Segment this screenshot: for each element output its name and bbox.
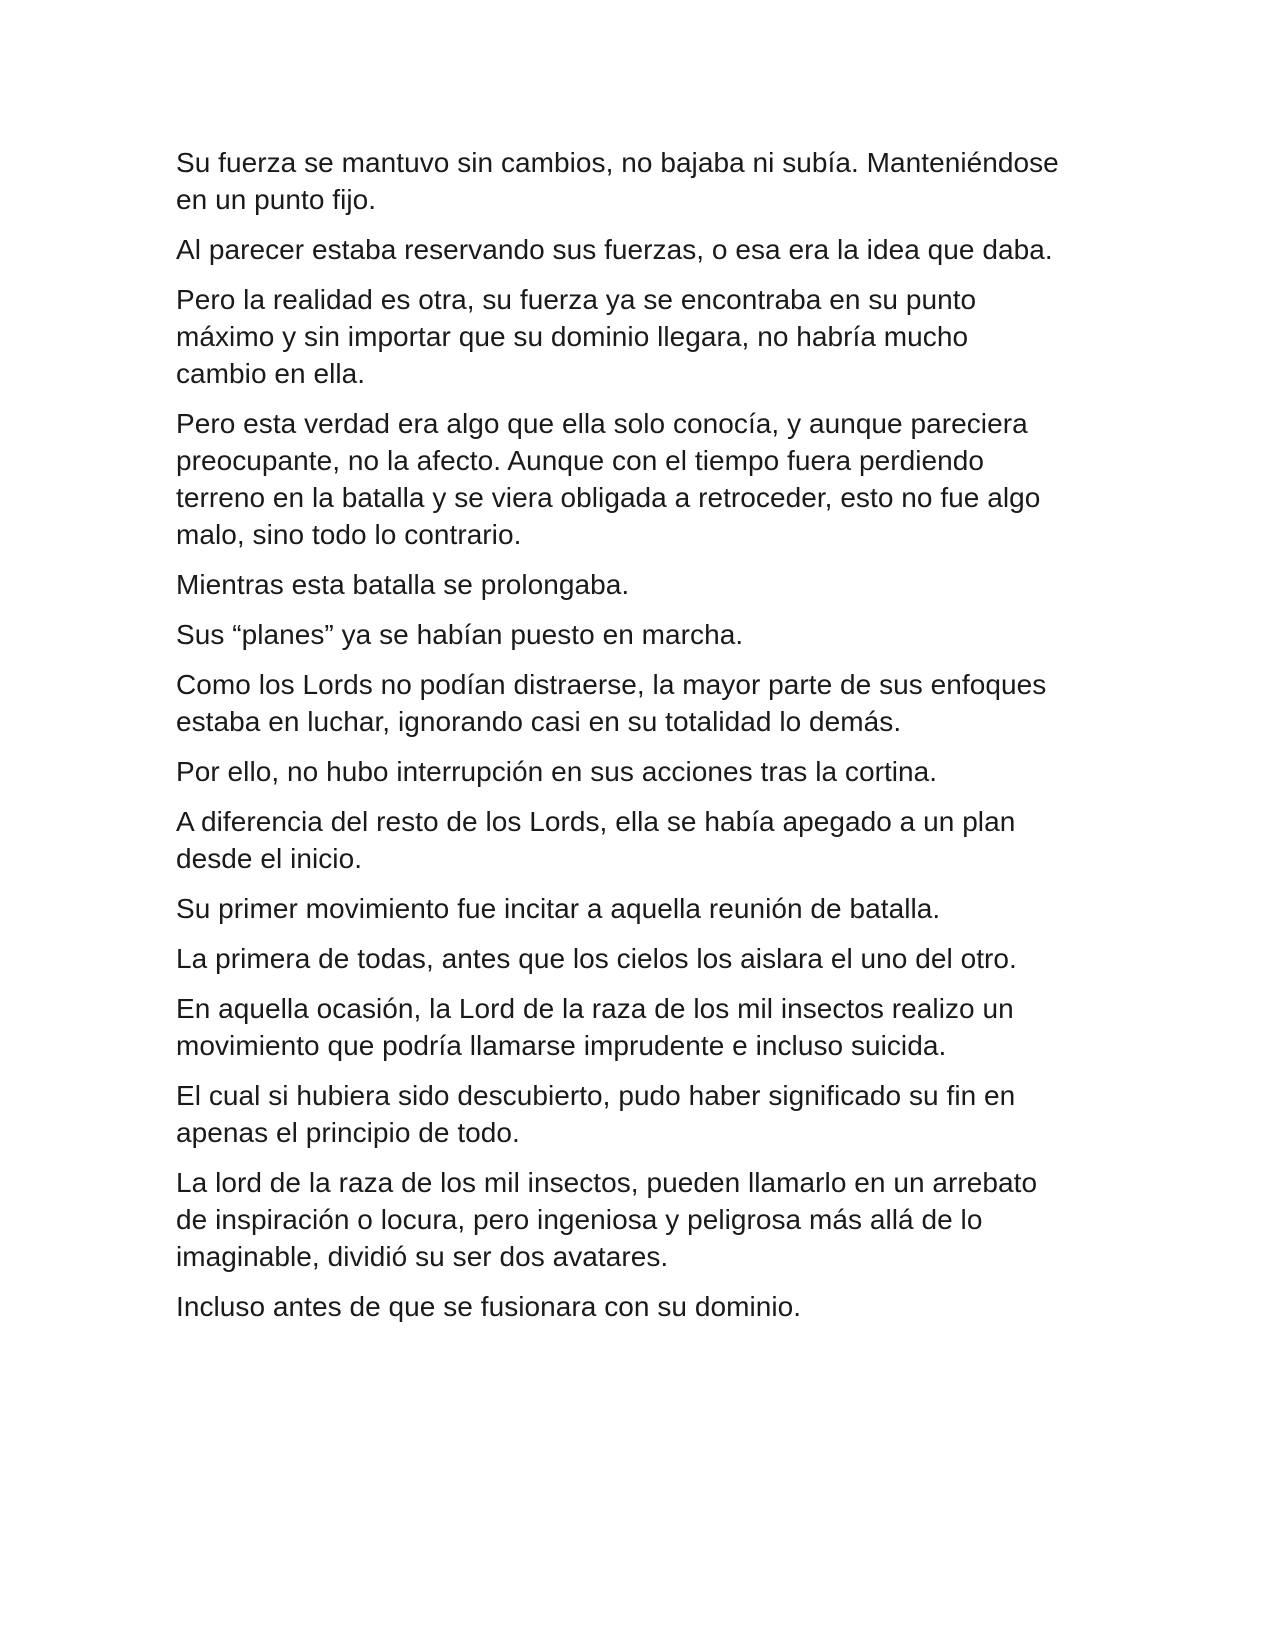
- paragraph-8: Por ello, no hubo interrupción en sus acciones tras la cortina.: [176, 756, 938, 787]
- paragraph-13: El cual si hubiera sido descubierto, pudo haber significado su fin en apenas el principio de todo.: [176, 1080, 1016, 1148]
- paragraph-9: A diferencia del resto de los Lords, ella se había apegado a un plan desde el inicio.: [176, 806, 1016, 874]
- paragraph-3: Pero la realidad es otra, su fuerza ya se encontraba en su punto máximo y sin importar que su dominio llegara, no habría mucho cambio en ella.: [176, 284, 977, 389]
- paragraph-14: La lord de la raza de los mil insectos, pueden llamarlo en un arrebato de inspiración o locura, pero ingeniosa y peligrosa más allá de lo imaginable, dividió su ser dos avatares.: [176, 1167, 1038, 1272]
- paragraph-2: Al parecer estaba reservando sus fuerzas, o esa era la idea que daba.: [176, 234, 1053, 265]
- paragraph-4: Pero esta verdad era algo que ella solo conocía, y aunque pareciera preocupante, no la afecto. Aunque con el tiempo fuera perdiendo terreno en la batalla y se viera obligada a retroceder, esto no fue algo malo, sino todo lo contrario.: [176, 408, 1041, 550]
- paragraph-15: Incluso antes de que se fusionara con su dominio.: [176, 1291, 802, 1322]
- paragraph-12: En aquella ocasión, la Lord de la raza de los mil insectos realizo un movimiento que podría llamarse imprudente e incluso suicida.: [176, 993, 1014, 1061]
- paragraph-10: Su primer movimiento fue incitar a aquella reunión de batalla.: [176, 893, 941, 924]
- paragraph-5: Mientras esta batalla se prolongaba.: [176, 569, 630, 600]
- paragraph-1: Su fuerza se mantuvo sin cambios, no bajaba ni subía. Manteniéndose en un punto fijo.: [176, 147, 1059, 215]
- paragraph-6: Sus “planes” ya se habían puesto en marcha.: [176, 619, 744, 650]
- paragraph-11: La primera de todas, antes que los cielos los aislara el uno del otro.: [176, 943, 1017, 974]
- paragraph-7: Como los Lords no podían distraerse, la mayor parte de sus enfoques estaba en luchar, ignorando casi en su totalidad lo demás.: [176, 669, 1047, 737]
